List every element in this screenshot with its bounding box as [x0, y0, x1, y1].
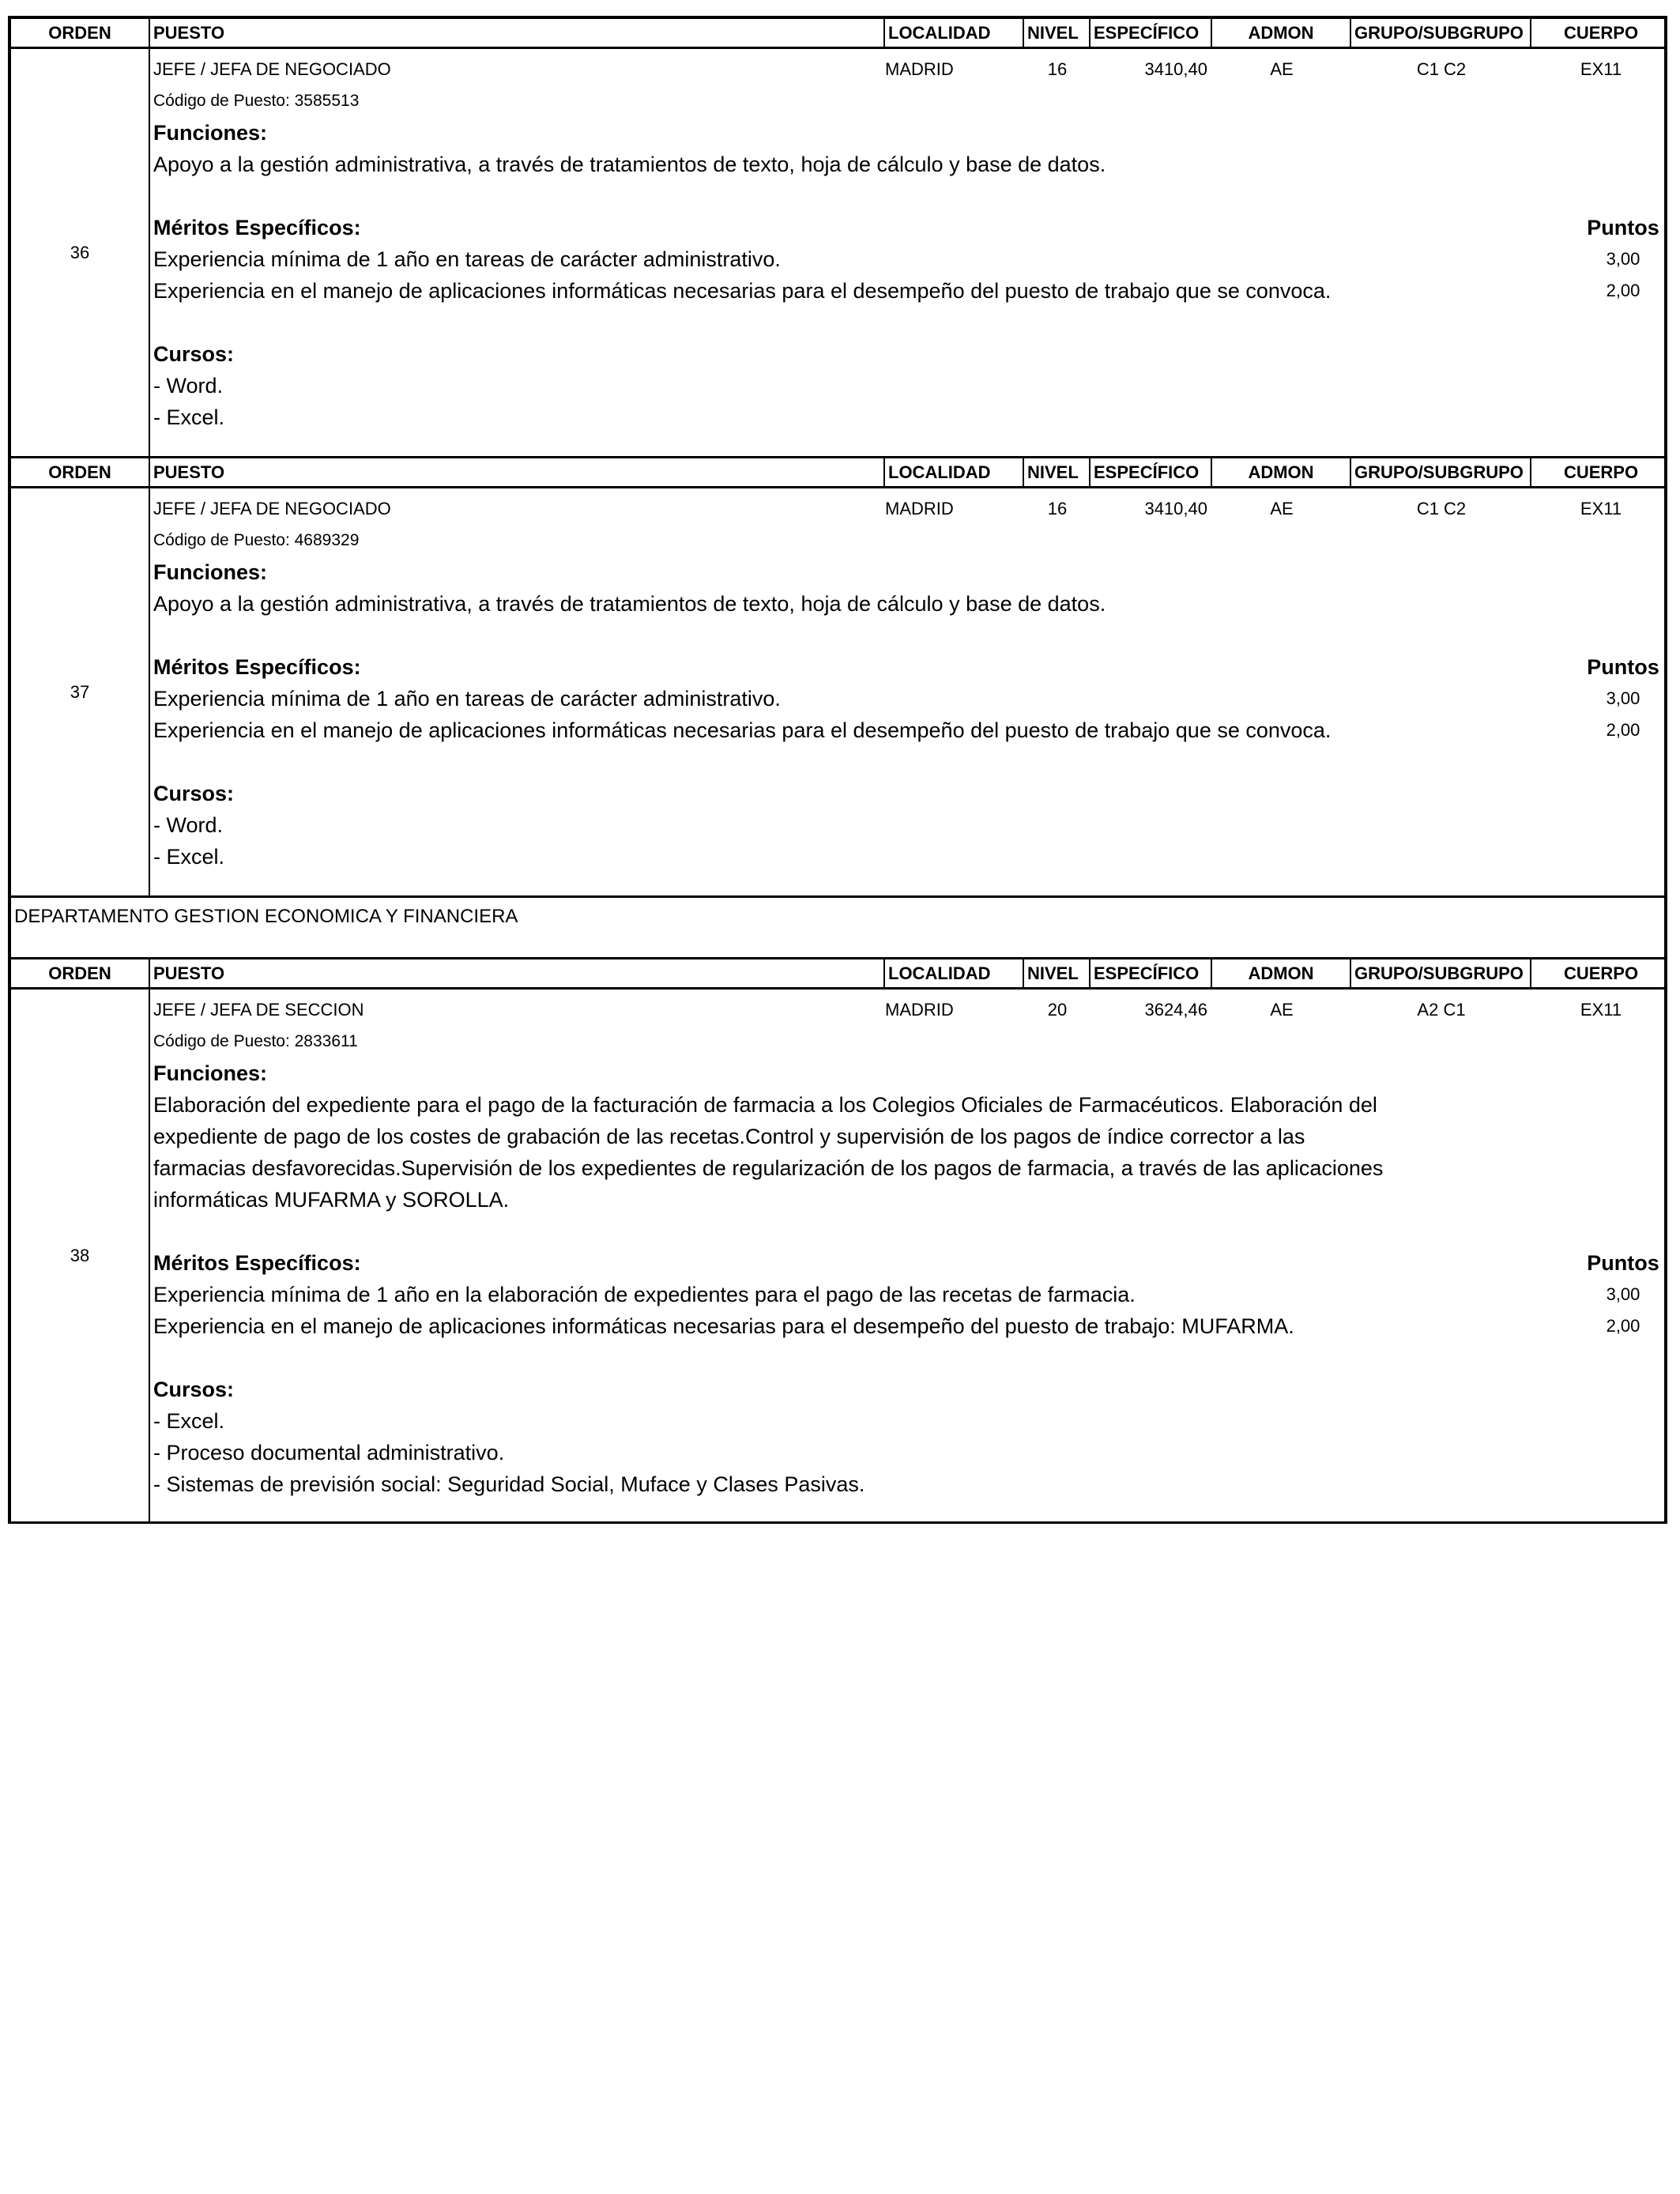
funciones-heading: Funciones:	[153, 560, 268, 584]
cursos-heading: Cursos:	[153, 782, 235, 805]
table-header	[11, 458, 1664, 488]
header-nivel: NIVEL	[1024, 19, 1090, 47]
puesto-value: JEFE / JEFA DE SECCION	[153, 1000, 364, 1020]
funciones-line: Apoyo a la gestión administrativa, a través de tratamientos de texto, hoja de cálculo y base de datos.	[153, 153, 1106, 176]
funciones-line: Elaboración del expediente para el pago de la facturación de farmacia a los Colegios Oficiales de Farmacéuticos. Elaboración del	[153, 1093, 1377, 1117]
header-especifico: ESPECÍFICO	[1090, 959, 1212, 987]
curso-item: - Excel.	[153, 845, 225, 869]
header-especifico: ESPECÍFICO	[1090, 458, 1212, 486]
grupo-value: C1 C2	[1416, 499, 1467, 518]
header-admon: ADMON	[1212, 959, 1351, 987]
header-admon: ADMON	[1212, 458, 1351, 486]
curso-item: - Word.	[153, 813, 224, 837]
funciones-heading: Funciones:	[153, 121, 268, 145]
header-orden: ORDEN	[11, 458, 150, 486]
cursos-heading: Cursos:	[153, 342, 235, 366]
position-content	[150, 488, 1671, 895]
curso-item: - Excel.	[153, 405, 225, 429]
department-block	[8, 898, 1667, 959]
localidad-value: MADRID	[885, 499, 954, 518]
header-puesto: PUESTO	[150, 458, 885, 486]
codigo-puesto: Código de Puesto: 2833611	[153, 1032, 358, 1050]
nivel-value: 16	[1047, 59, 1068, 79]
header-admon: ADMON	[1212, 19, 1351, 47]
department-title: DEPARTAMENTO GESTION ECONOMICA Y FINANCIERA	[11, 898, 1664, 959]
header-orden: ORDEN	[11, 19, 150, 47]
merito-puntos: 2,00	[1606, 1316, 1640, 1336]
admon-value: AE	[1270, 499, 1294, 518]
header-cuerpo: CUERPO	[1563, 963, 1639, 983]
grupo-value: A2 C1	[1417, 1000, 1466, 1020]
header-nivel: NIVEL	[1024, 458, 1090, 486]
position-content	[150, 990, 1671, 1521]
funciones-line: Apoyo a la gestión administrativa, a través de tratamientos de texto, hoja de cálculo y base de datos.	[153, 592, 1106, 616]
curso-item: - Proceso documental administrativo.	[153, 1441, 505, 1465]
header-especifico: ESPECÍFICO	[1090, 19, 1212, 47]
grupo-value: C1 C2	[1416, 59, 1467, 79]
admon-value: AE	[1270, 59, 1294, 79]
table-header	[11, 959, 1664, 990]
position-body	[11, 49, 1664, 458]
meritos-heading: Méritos Específicos:	[153, 1251, 361, 1275]
merito-text: Experiencia en el manejo de aplicaciones informáticas necesarias para el desempeño del puesto de trabajo que se convoca.	[153, 718, 1332, 742]
merito-row	[153, 275, 1671, 307]
merito-row	[153, 1310, 1671, 1342]
header-puesto: PUESTO	[150, 19, 885, 47]
merito-puntos: 3,00	[1606, 1284, 1640, 1304]
meritos-heading: Méritos Específicos:	[153, 216, 361, 239]
puntos-heading: Puntos	[1587, 654, 1659, 679]
merito-row	[153, 1279, 1671, 1310]
merito-text: Experiencia mínima de 1 año en tareas de carácter administrativo.	[153, 247, 781, 271]
position-block	[8, 959, 1667, 1524]
funciones-line: farmacias desfavorecidas.Supervisión de los expedientes de regularización de los pagos de farmacia, a través de las aplicaciones	[153, 1156, 1384, 1180]
especifico-value: 3410,40	[1144, 499, 1207, 518]
merito-row	[153, 683, 1671, 714]
puesto-value: JEFE / JEFA DE NEGOCIADO	[153, 499, 391, 518]
localidad-value: MADRID	[885, 59, 954, 79]
header-nivel: NIVEL	[1024, 959, 1090, 987]
position-summary-row	[150, 493, 1671, 525]
header-grupo: GRUPO/SUBGRUPO	[1351, 458, 1531, 486]
header-localidad: LOCALIDAD	[885, 959, 1024, 987]
table-header	[11, 19, 1664, 49]
orden-number: 36	[11, 49, 150, 456]
position-summary-row	[150, 994, 1671, 1026]
codigo-puesto: Código de Puesto: 4689329	[153, 531, 360, 549]
cuerpo-value: EX11	[1580, 59, 1622, 79]
merito-row	[153, 714, 1671, 746]
meritos-header-row	[153, 1247, 1671, 1279]
header-orden: ORDEN	[11, 959, 150, 987]
meritos-header-row	[153, 651, 1671, 683]
puesto-value: JEFE / JEFA DE NEGOCIADO	[153, 59, 391, 79]
header-puesto: PUESTO	[150, 959, 885, 987]
header-grupo: GRUPO/SUBGRUPO	[1351, 959, 1531, 987]
especifico-value: 3410,40	[1144, 59, 1207, 79]
orden-number: 38	[11, 990, 150, 1521]
puntos-heading: Puntos	[1587, 215, 1659, 239]
localidad-value: MADRID	[885, 1000, 954, 1020]
merito-puntos: 2,00	[1606, 281, 1640, 300]
merito-text: Experiencia mínima de 1 año en la elaboración de expedientes para el pago de las recetas de farmacia.	[153, 1283, 1136, 1306]
orden-number: 37	[11, 488, 150, 895]
position-summary-row	[150, 54, 1671, 85]
cursos-heading: Cursos:	[153, 1378, 235, 1401]
cuerpo-value: EX11	[1580, 1000, 1622, 1020]
header-grupo: GRUPO/SUBGRUPO	[1351, 19, 1531, 47]
document-page	[8, 16, 1667, 1524]
merito-text: Experiencia mínima de 1 año en tareas de carácter administrativo.	[153, 687, 781, 711]
especifico-value: 3624,46	[1144, 1000, 1207, 1020]
codigo-puesto: Código de Puesto: 3585513	[153, 92, 360, 110]
merito-text: Experiencia en el manejo de aplicaciones informáticas necesarias para el desempeño del puesto de trabajo: MUFARMA.	[153, 1314, 1294, 1338]
position-body	[11, 990, 1664, 1524]
position-block	[8, 16, 1667, 458]
position-content	[150, 49, 1671, 456]
curso-item: - Sistemas de previsión social: Seguridad Social, Muface y Clases Pasivas.	[153, 1472, 865, 1496]
cuerpo-value: EX11	[1580, 499, 1622, 518]
curso-item: - Word.	[153, 374, 224, 398]
merito-puntos: 3,00	[1606, 249, 1640, 269]
meritos-header-row	[153, 212, 1671, 243]
nivel-value: 16	[1047, 499, 1068, 518]
nivel-value: 20	[1047, 1000, 1068, 1020]
header-cuerpo: CUERPO	[1563, 22, 1639, 43]
meritos-heading: Méritos Específicos:	[153, 655, 361, 679]
position-block	[8, 458, 1667, 898]
puntos-heading: Puntos	[1587, 1250, 1659, 1275]
funciones-line: informáticas MUFARMA y SOROLLA.	[153, 1188, 510, 1212]
funciones-heading: Funciones:	[153, 1061, 268, 1085]
merito-row	[153, 243, 1671, 275]
merito-puntos: 3,00	[1606, 688, 1640, 708]
merito-puntos: 2,00	[1606, 720, 1640, 740]
header-cuerpo: CUERPO	[1563, 462, 1639, 482]
funciones-line: expediente de pago de los costes de grabación de las recetas.Control y supervisión de los pagos de índice corrector a las	[153, 1125, 1305, 1148]
admon-value: AE	[1270, 1000, 1294, 1020]
curso-item: - Excel.	[153, 1409, 225, 1433]
merito-text: Experiencia en el manejo de aplicaciones informáticas necesarias para el desempeño del puesto de trabajo que se convoca.	[153, 279, 1332, 303]
header-localidad: LOCALIDAD	[885, 19, 1024, 47]
position-body	[11, 488, 1664, 898]
header-localidad: LOCALIDAD	[885, 458, 1024, 486]
